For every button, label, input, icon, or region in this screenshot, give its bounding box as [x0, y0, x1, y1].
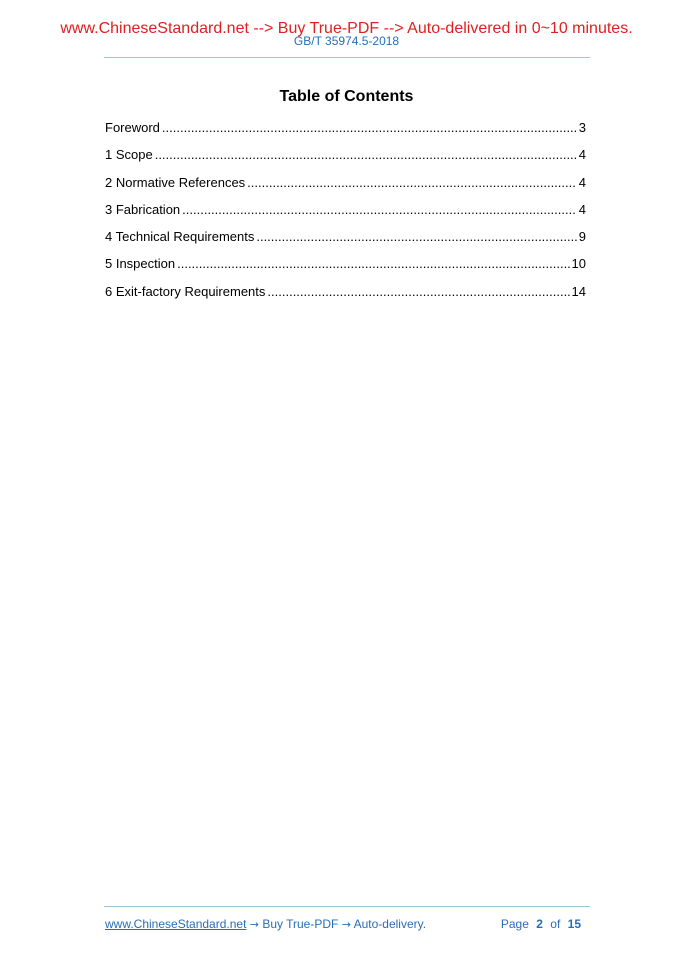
toc-dot-leader: [182, 201, 577, 219]
toc-entry-page: 3: [578, 120, 586, 135]
toc-dot-leader: [256, 228, 576, 246]
toc-entry-page: 14: [571, 283, 586, 299]
toc-entry-page: 4: [578, 147, 586, 163]
toc-entry-foreword[interactable]: [105, 119, 586, 146]
toc-entry-label: 6 Exit-factory Requirements: [105, 283, 266, 299]
toc-entry-label: 3 Fabrication: [105, 201, 181, 217]
toc-dot-leader: [247, 174, 577, 192]
right-arrow-icon: →: [341, 918, 351, 931]
toc-entry-label: Foreword: [105, 120, 160, 135]
footer-divider: [104, 906, 590, 907]
page-indicator: [501, 916, 585, 932]
page-total: 15: [567, 917, 581, 931]
toc-dot-leader: [267, 283, 569, 301]
toc-entry-label: 5 Inspection: [105, 256, 176, 272]
toc-title: Table of Contents: [279, 88, 414, 105]
toc-entry-exit-factory-requirements[interactable]: [105, 283, 586, 310]
toc-entry-fabrication[interactable]: [105, 201, 586, 228]
footer-buy-text: Buy True-PDF: [262, 917, 339, 931]
toc-entry-technical-requirements[interactable]: [105, 228, 586, 255]
toc-entry-page: 4: [578, 174, 586, 190]
footer-delivery-text: Auto-delivery.: [353, 917, 427, 931]
toc-entry-scope[interactable]: [105, 146, 586, 173]
toc-entry-label: 1 Scope: [105, 147, 153, 163]
toc-entry-label: 4 Technical Requirements: [105, 229, 255, 245]
toc-entry-page: 4: [578, 201, 586, 217]
toc-list: [105, 119, 586, 310]
toc-entry-page: 9: [578, 229, 586, 245]
document-id: GB/T 35974.5-2018: [293, 34, 400, 48]
toc-entry-label: 2 Normative References: [105, 174, 246, 190]
toc-entry-normative-references[interactable]: [105, 174, 586, 201]
toc-dot-leader: [155, 146, 577, 164]
footer-promo: [105, 916, 426, 933]
promo-banner[interactable]: www.ChineseStandard.net --> Buy True-PDF --> Auto-delivered in 0~10 minutes.: [60, 20, 633, 37]
header-divider: [104, 57, 590, 58]
toc-dot-leader: [162, 119, 577, 137]
of-word: of: [550, 917, 561, 931]
page-word: Page: [500, 917, 529, 931]
footer-site-link[interactable]: www.ChineseStandard.net: [105, 917, 247, 931]
toc-dot-leader: [177, 255, 569, 273]
toc-entry-page: 10: [571, 256, 586, 272]
right-arrow-icon: →: [249, 918, 259, 931]
toc-entry-inspection[interactable]: [105, 255, 586, 282]
page-current: 2: [536, 917, 543, 931]
